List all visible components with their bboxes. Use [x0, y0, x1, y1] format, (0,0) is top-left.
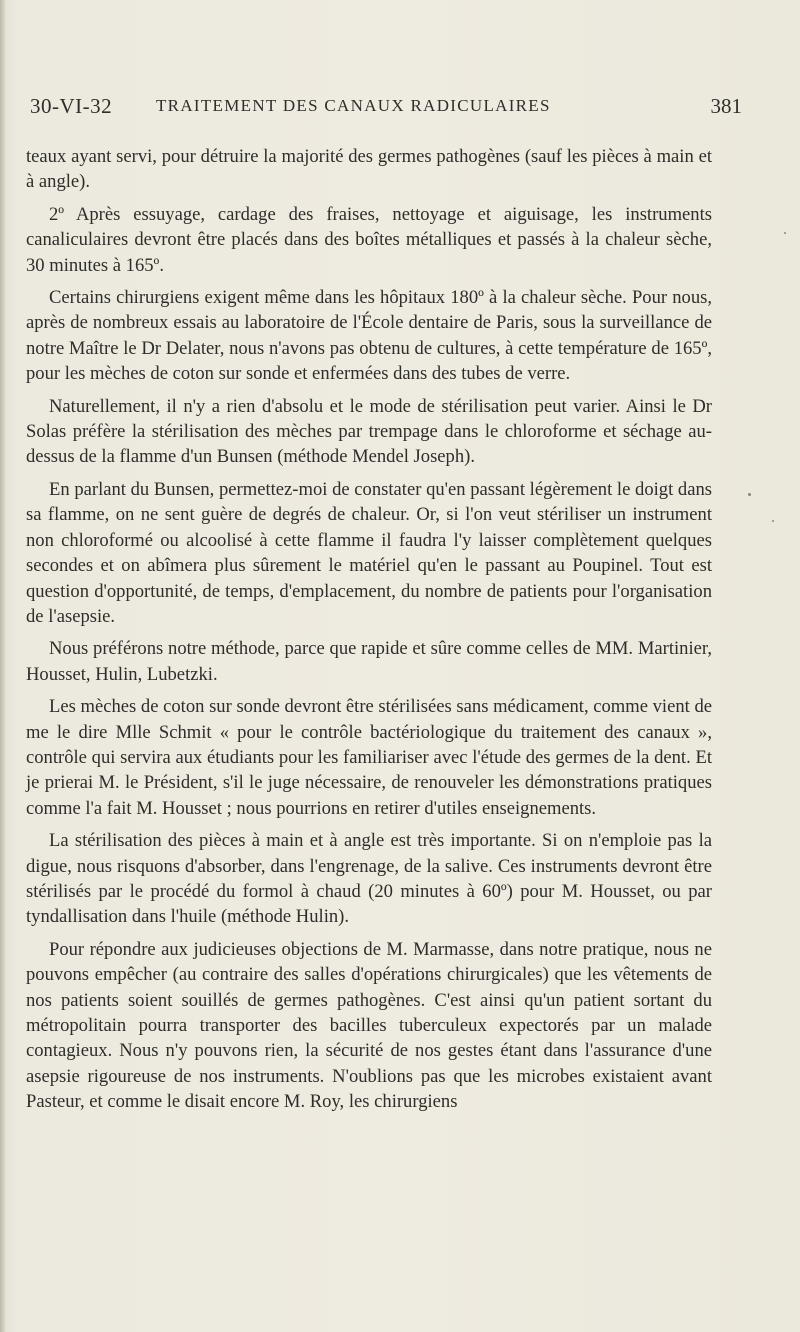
page-binding-shadow: [0, 0, 6, 1332]
paragraph-bunsen: En parlant du Bunsen, permettez-moi de constater qu'en passant légèrement le doigt dans sa flamme, on ne sent guère de degrés de chaleur. Or, si l'on veut stériliser un instrument non chloroformé ou alcoolisé à cette flamme il faudra l'y laisser complètement quelques secondes et on abîmera plus sûrement le matériel qu'en le passant au Poupinel. Tout est question d'opportunité, de temps, d'emplacement, du nombre de patients pour l'organisation de l'asepsie.: [26, 478, 712, 627]
paper-speck: [748, 493, 751, 496]
paragraph-our-method: Nous préférons notre méthode, parce que rapide et sûre comme celles de MM. Martinier, Housset, Hulin, Lubetzki.: [26, 638, 712, 685]
paragraph-continuation: teaux ayant servi, pour détruire la majorité des germes pathogènes (sauf les pièces à main et à angle).: [26, 146, 712, 193]
paragraph-sterilisation-step-2: 2º Après essuyage, cardage des fraises, nettoyage et aiguisage, les instruments canaliculaires devront être placés dans des boîtes métalliques et passés à la chaleur sèche, 30 minutes à 165º.: [26, 203, 712, 276]
paper-speck: [772, 520, 774, 522]
paragraph-handpieces: La stérilisation des pièces à main et à angle est très importante. Si on n'emploie pas la digue, nous risquons d'absorber, dans l'engrenage, de la salive. Ces instruments devront être stérilisés par le procédé du formol à chaud (20 minutes à 60º) pour M. Housset, ou par tyndallisation dans l'huile (méthode Hulin).: [26, 830, 712, 928]
paragraph-variations: Naturellement, il n'y a rien d'absolu et le mode de stérilisation peut varier. Ainsi le Dr Solas préfère la stérilisation des mèches par trempage dans le chloroforme et séchage au-dessus de la flamme d'un Bunsen (méthode Mendel Joseph).: [26, 395, 712, 468]
header-date: 30-VI-32: [30, 94, 113, 118]
paragraph-objections: Pour répondre aux judicieuses objections de M. Marmasse, dans notre pratique, nous ne pouvons empêcher (au contraire des salles d'opérations chirurgicales) que les vêtements de nos patients soient souillés de germes pathogènes. C'est ainsi qu'un patient sortant du métropolitain pourra transporter des bacilles tuberculeux expectorés par un malade contagieux. Nous n'y pouvons rien, la sécurité de nos gestes étant dans l'assurance d'une asepsie rigoureuse de nos instruments. N'oublions pas que les microbes existaient avant Pasteur, et comme le disait encore M. Roy, les chirurgiens: [26, 938, 712, 1113]
paragraph-cotton-wicks: Les mèches de coton sur sonde devront être stérilisées sans médicament, comme vient de me le dire Mlle Schmit « pour le contrôle bactériologique du traitement des canaux », contrôle qui servira aux étudiants pour les familiariser avec l'étude des germes de la dent. Et je prierai M. le Président, s'il le juge nécessaire, de renouveler les démonstrations pratiques comme l'a fait M. Housset ; nous pourrions en retirer d'utiles enseignements.: [26, 696, 712, 819]
header-title: TRAITEMENT DES CANAUX RADICULAIRES: [156, 96, 551, 115]
paragraph-dry-heat: Certains chirurgiens exigent même dans les hôpitaux 180º à la chaleur sèche. Pour nous, après de nombreux essais au laboratoire de l'École dentaire de Paris, sous la surveillance de notre Maître le Dr Delater, nous n'avons pas obtenu de cultures, à cette température de 165º, pour les mèches de coton sur sonde et enfermées dans des tubes de verre.: [26, 287, 712, 385]
body-text: [26, 144, 712, 1122]
page-number: 381: [710, 94, 742, 118]
paper-speck: [784, 232, 786, 234]
running-header: [30, 94, 770, 124]
